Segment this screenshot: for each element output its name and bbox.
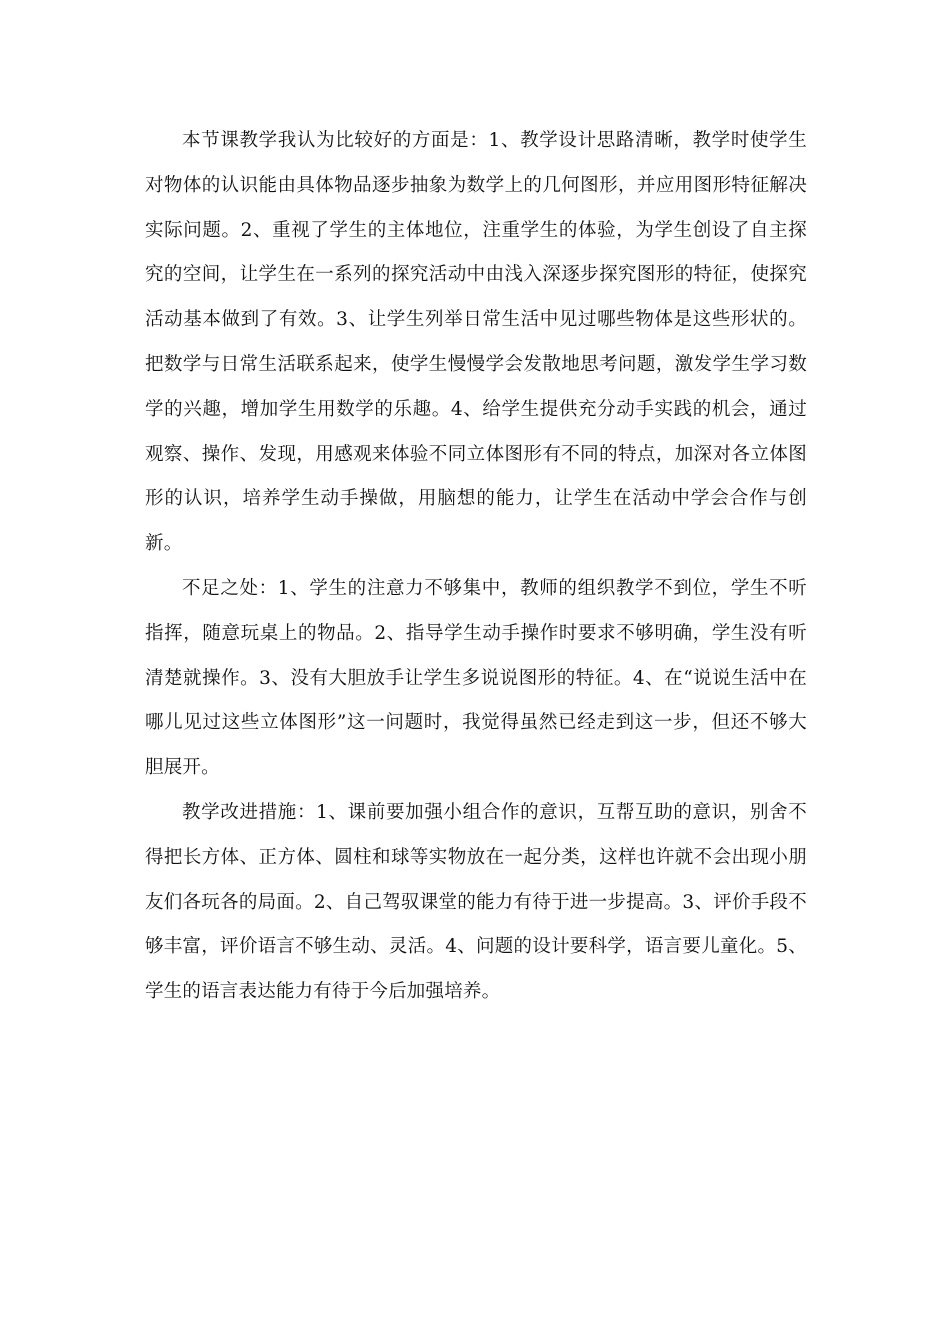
paragraph-strengths: 本节课教学我认为比较好的方面是：1、教学设计思路清晰，教学时使学生对物体的认识能由具体物品逐步抽象为数学上的几何图形，并应用图形特征解决实际问题。2、重视了学生的主体地位，注重学生的体验，为学生创设了自主探究的空间，让学生在一系列的探究活动中由浅入深逐步探究图形的特征，使探究活动基本做到了有效。3、让学生列举日常生活中见过哪些物体是这些形状的。把数学与日常生活联系起来，使学生慢慢学会发散地思考问题，激发学生学习数学的兴趣，增加学生用数学的乐趣。4、给学生提供充分动手实践的机会，通过观察、操作、发现，用感观来体验不同立体图形有不同的特点，加深对各立体图形的认识，培养学生动手操做，用脑想的能力，让学生在活动中学会合作与创新。 — [145, 130, 807, 555]
document-body — [145, 119, 807, 1015]
paragraph-shortcomings: 不足之处：1、学生的注意力不够集中，教师的组织教学不到位，学生不听指挥，随意玩桌上的物品。2、指导学生动手操作时要求不够明确，学生没有听清楚就操作。3、没有大胆放手让学生多说说图形的特征。4、在“说说生活中在哪儿见过这些立体图形”这一问题时，我觉得虽然已经走到这一步，但还不够大胆展开。 — [145, 577, 807, 779]
paragraph-improvements: 教学改进措施：1、课前要加强小组合作的意识，互帮互助的意识，别舍不得把长方体、正方体、圆柱和球等实物放在一起分类，这样也许就不会出现小朋友们各玩各的局面。2、自己驾驭课堂的能力有待于进一步提高。3、评价手段不够丰富，评价语言不够生动、灵活。4、问题的设计要科学，语言要儿童化。5、学生的语言表达能力有待于今后加强培养。 — [145, 801, 807, 1003]
